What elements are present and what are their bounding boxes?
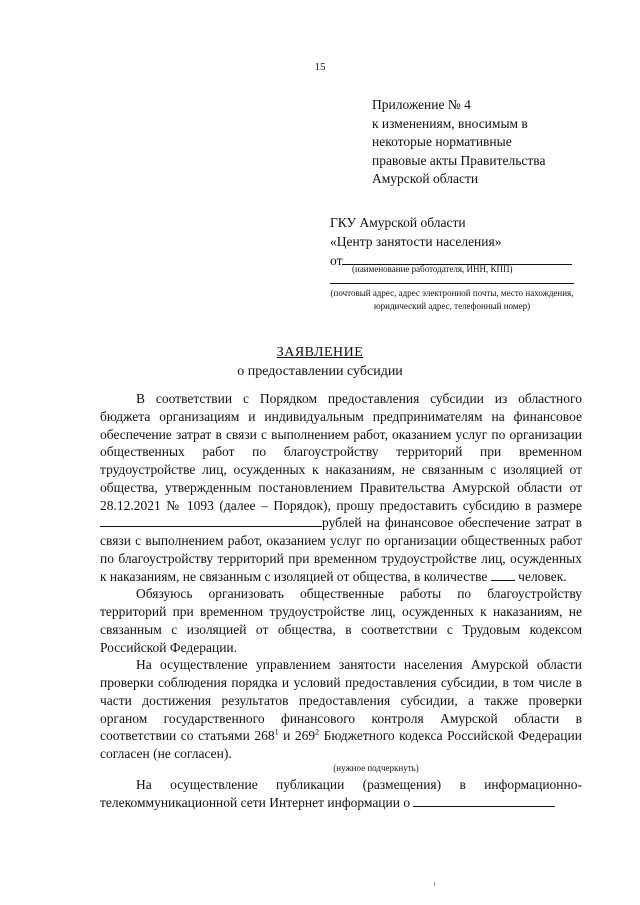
address-caption: (почтовый адрес, адрес электронной почты, место нахождения, юридический адрес, телефонный номер) [330, 288, 574, 311]
paragraph-obligation: Обязуюсь организовать общественные работы по благоустройству территорий при временном трудоустройстве лиц, осужденных к наказаниям, не связанным с изоляцией от общества, в соответствии с Трудовым кодексом Российской Федерации. [100, 586, 582, 655]
scan-mark [434, 882, 435, 886]
appendix-line: Амурской области [372, 171, 479, 186]
recipient-block [330, 213, 572, 270]
appendix-line: Приложение № 4 [372, 97, 471, 112]
info-blank [413, 794, 555, 807]
title-heading: ЗАЯВЛЕНИЕ [276, 345, 364, 360]
people-count-blank [491, 568, 515, 581]
title-subheading: о предоставлении субсидии [237, 364, 403, 379]
recipient-line: ГКУ Амурской области [330, 215, 466, 230]
appendix-line: некоторые нормативные [372, 134, 512, 149]
document-body [100, 390, 582, 811]
paragraph-request: В соответствии с Порядком предоставления субсидии из областного бюджета организациям и индивидуальным предпринимателям на финансовое обеспечение затрат в связи с выполнением работ, оказанием услуг по организации общественных работ по благоустройству территорий при временном трудоустройстве лиц, осужденных к наказаниям, не связанным с изоляцией от общества, утвержденным постановлением Правительства Амурской области от 28.12.2021 № 1093 (далее – Порядок), прошу предоставить субсидию в размере рублей на финансовое обеспечение затрат в связи с выполнением работ, оказанием услуг по организации общественных работ по благоустройству территорий при временном трудоустройстве лиц, осужденных к наказаниям, не связанным с изоляцией от общества, в количестве человек. [100, 391, 582, 584]
from-label: от [330, 253, 343, 268]
underline-note: (нужное подчеркнуть) [333, 762, 419, 773]
document-title [0, 343, 640, 381]
employer-caption: (наименование работодателя, ИНН, КПП) [352, 264, 513, 274]
appendix-block [372, 96, 545, 189]
recipient-line: «Центр занятости населения» [330, 234, 502, 249]
paragraph-publication: На осуществление публикации (размещения) в информационно-телекоммуникационной сети Интернет информации о [100, 776, 582, 810]
appendix-line: правовые акты Правительства [372, 152, 546, 168]
page-number: 15 [314, 61, 326, 73]
subsidy-amount-blank [100, 514, 322, 527]
appendix-line: к изменениям, вносимым в [372, 115, 528, 131]
address-blank-line [330, 283, 574, 284]
paragraph-consent-check: На осуществление управлением занятости населения Амурской области проверки соблюдения порядка и условий предоставления субсидии, в том числе в части достижения результатов предоставления субсидии, а также проверки органом государственного финансового контроля Амурской области в соответствии со статьями $268^1$ и $269^2$ Бюджетного кодекса Российской Федерации согласен (не согласен). [100, 657, 582, 761]
